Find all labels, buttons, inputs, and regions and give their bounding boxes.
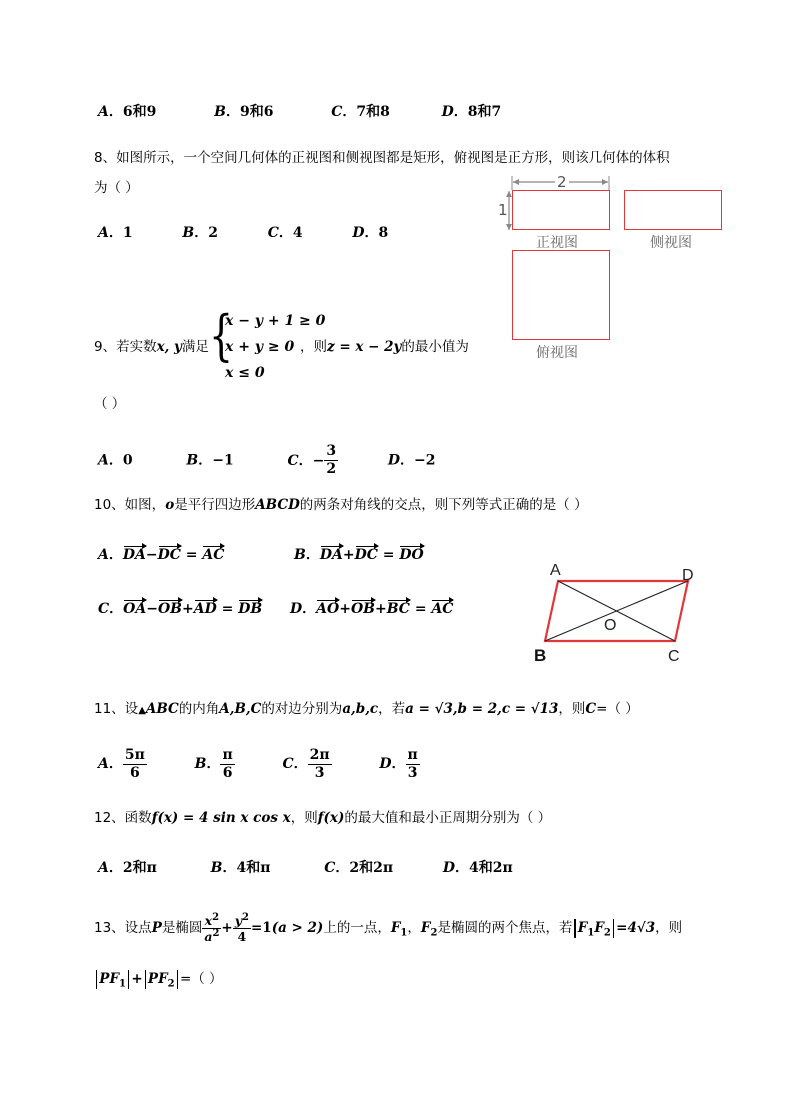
q9-options [98, 443, 435, 478]
q7-option-d: D．8和7 [441, 104, 502, 120]
vertex-a-label: A [550, 562, 561, 579]
q10-option-c: C．OA−OB+AD = DB [98, 601, 263, 617]
q11-option-a: A． $\frac{5\pi}{6}$ [98, 746, 145, 781]
q8-option-d: D．8 [352, 225, 389, 241]
q9-mid: 满足 [181, 339, 209, 355]
q7-options [98, 102, 501, 122]
q9-prefix: 9、若实数 [94, 339, 157, 355]
height-label: 1 [498, 201, 508, 219]
q9-option-a: A．0 [98, 452, 133, 469]
vertex-d-label: D [682, 567, 694, 584]
vertex-c-label: C [668, 648, 680, 665]
q11-option-d: D． $\frac{\pi}{3}$ [379, 746, 418, 781]
q11-option-c: C． $\frac{2\pi}{3}$ [282, 746, 330, 781]
q9-answer-paren: （ ） [94, 396, 126, 412]
q10-stem: 10、如图，o是平行四边形ABCD的两条对角线的交点，则下列等式正确的是（ ） [94, 497, 588, 513]
q8-stem-line1: 8、如图所示，一个空间几何体的正视图和侧视图都是矩形，俯视图是正方形，则该几何体的体积 [94, 150, 670, 166]
q9-option-d: D．−2 [387, 452, 436, 469]
q8-option-b: B．2 [182, 225, 218, 241]
front-view-rect [512, 190, 610, 230]
q9-constraint-2: x + y ≥ 0 [225, 339, 295, 355]
center-o-label: O [604, 617, 617, 634]
q11-option-b: B． $\frac{\pi}{6}$ [194, 746, 233, 781]
q8-option-a: A．1 [98, 225, 133, 241]
q12-options [98, 858, 513, 878]
vertex-b-label: B [534, 646, 547, 665]
q9-then: ，则 [300, 339, 327, 355]
q12-option-a: A．2和π [98, 860, 157, 876]
q11-options [98, 744, 420, 784]
top-view-label: 俯视图 [536, 345, 578, 361]
side-view-label: 侧视图 [650, 235, 692, 251]
q12-option-d: D．4和2π [442, 860, 513, 876]
q9-objective: z = x − 2y [327, 339, 402, 355]
width-label: 2 [557, 173, 567, 191]
q12-option-b: B．4和π [210, 860, 271, 876]
diagonal-bd [545, 581, 688, 641]
q7-option-b: B．9和6 [214, 104, 274, 120]
q10-option-d: D．AO+OB+BC = AC [290, 601, 454, 617]
q7-option-a: A．6和9 [98, 104, 157, 120]
q8-option-c: C．4 [267, 225, 303, 241]
side-view-rect [624, 190, 722, 230]
q9-option-c: C．− $\frac{3}{2}$ [287, 443, 337, 477]
q9-constraint-1: x − y + 1 ≥ 0 [225, 313, 326, 329]
q8-stem-line2: 为（ ） [94, 180, 139, 196]
q12-stem: 12、函数f(x) = 4 sin x cos x，则f(x)的最大值和最小正周期分别为（ ） [94, 810, 552, 826]
q9-constraint-3: x ≤ 0 [225, 365, 265, 381]
q10-parallelogram-figure [530, 555, 730, 670]
q13-stem-line1: 13、设点P是椭圆 $\frac{x^2}{a^2}$ + $\frac{y^2}{4}$ =1(a > 2)上的一点，$F_1$，$F_2$是椭圆的两个焦点，若 $F_1F_2 =4√3$，则 [94, 911, 683, 944]
q13-stem-line2: $PF_1 + PF_2$ =（ ） [94, 969, 223, 989]
q9-suffix: 的最小值为 [401, 339, 469, 355]
q8-options [98, 223, 388, 243]
q9-system-brace: { [209, 304, 234, 367]
front-view-label: 正视图 [536, 235, 578, 251]
q9-option-b: B．−1 [186, 452, 234, 469]
q7-option-c: C．7和8 [331, 104, 390, 120]
q9-vars: x, y [156, 339, 182, 355]
q10-option-a: A．DA−DC = AC [98, 547, 225, 563]
top-view-rect [512, 250, 610, 340]
q10-option-b: B．DA+DC = DO [294, 547, 424, 563]
q12-option-c: C．2和2π [324, 860, 394, 876]
q11-stem: 11、设▲ABC的内角A,B,C的对边分别为a,b,c，若a = √3,b = 2,c = √13，则C=（ ） [94, 701, 639, 717]
